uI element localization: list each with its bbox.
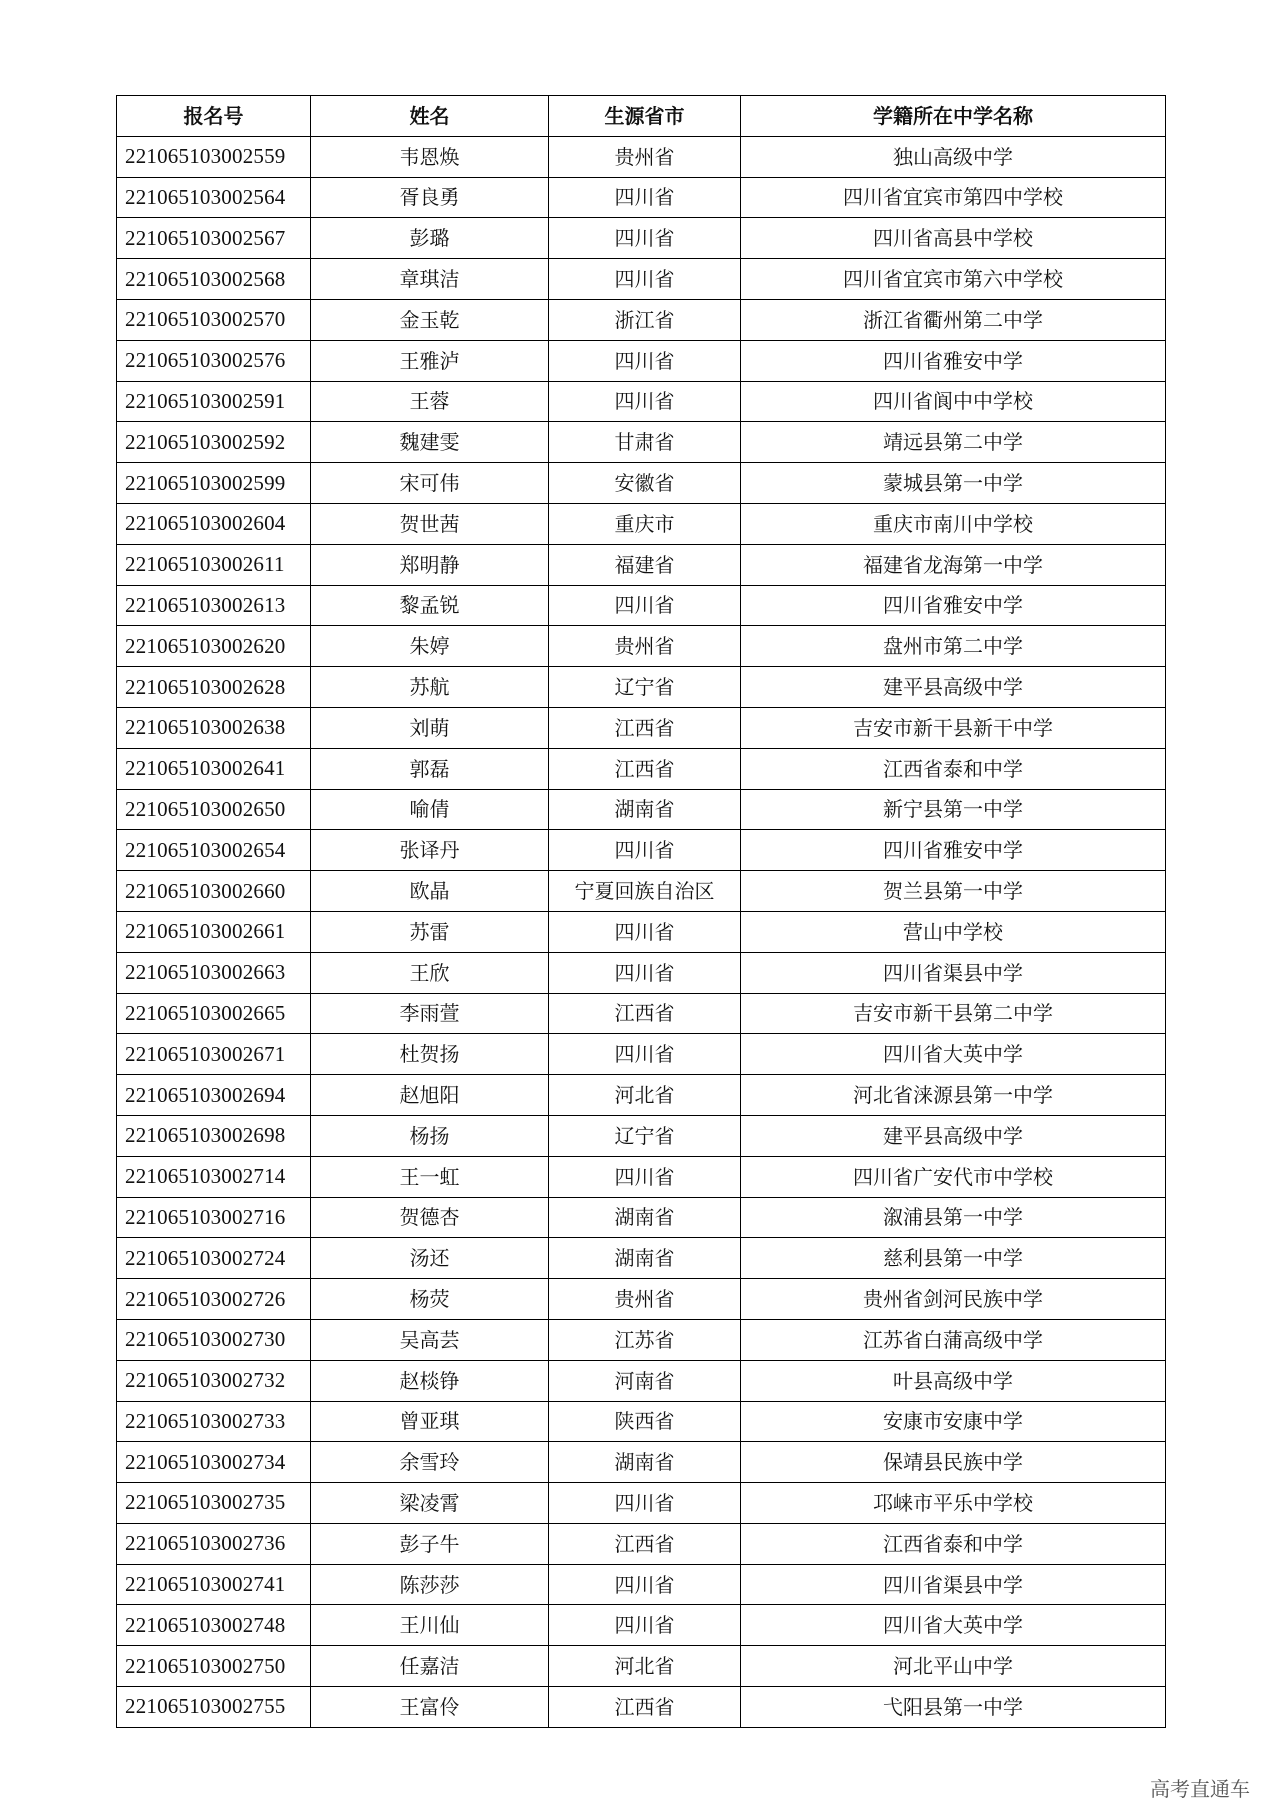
school-name-cell: 独山高级中学 (741, 136, 1166, 177)
registration-number-cell: 221065103002570 (117, 299, 311, 340)
registration-number-cell: 221065103002736 (117, 1523, 311, 1564)
school-name-cell: 河北平山中学 (741, 1646, 1166, 1687)
school-name-cell: 四川省渠县中学 (741, 952, 1166, 993)
student-name-cell: 吴高芸 (311, 1319, 549, 1360)
registration-number-cell: 221065103002694 (117, 1075, 311, 1116)
province-cell: 湖南省 (549, 1238, 741, 1279)
school-name-cell: 四川省宜宾市第六中学校 (741, 259, 1166, 300)
school-name-cell: 贺兰县第一中学 (741, 871, 1166, 912)
school-name-cell: 叶县高级中学 (741, 1360, 1166, 1401)
registration-number-cell: 221065103002599 (117, 463, 311, 504)
registration-number-cell: 221065103002671 (117, 1034, 311, 1075)
school-name-cell: 四川省广安代市中学校 (741, 1156, 1166, 1197)
header-province: 生源省市 (549, 96, 741, 137)
student-name-cell: 杨扬 (311, 1115, 549, 1156)
school-name-cell: 弋阳县第一中学 (741, 1687, 1166, 1728)
registration-number-cell: 221065103002650 (117, 789, 311, 830)
school-name-cell: 四川省雅安中学 (741, 585, 1166, 626)
student-name-cell: 陈莎莎 (311, 1564, 549, 1605)
province-cell: 四川省 (549, 952, 741, 993)
school-name-cell: 四川省雅安中学 (741, 830, 1166, 871)
province-cell: 四川省 (549, 259, 741, 300)
registration-number-cell: 221065103002730 (117, 1319, 311, 1360)
province-cell: 四川省 (549, 340, 741, 381)
province-cell: 辽宁省 (549, 667, 741, 708)
table-row (117, 218, 1166, 259)
student-name-cell: 王蓉 (311, 381, 549, 422)
table-row (117, 1687, 1166, 1728)
school-name-cell: 溆浦县第一中学 (741, 1197, 1166, 1238)
registration-number-cell: 221065103002576 (117, 340, 311, 381)
registration-number-cell: 221065103002591 (117, 381, 311, 422)
school-name-cell: 新宁县第一中学 (741, 789, 1166, 830)
registration-number-cell: 221065103002732 (117, 1360, 311, 1401)
province-cell: 江西省 (549, 1687, 741, 1728)
province-cell: 贵州省 (549, 1279, 741, 1320)
registration-number-cell: 221065103002755 (117, 1687, 311, 1728)
school-name-cell: 四川省宜宾市第四中学校 (741, 177, 1166, 218)
student-name-cell: 郭磊 (311, 748, 549, 789)
registration-number-cell: 221065103002733 (117, 1401, 311, 1442)
table-row (117, 177, 1166, 218)
table-row (117, 789, 1166, 830)
table-row (117, 748, 1166, 789)
table-row (117, 1605, 1166, 1646)
student-name-cell: 余雪玲 (311, 1442, 549, 1483)
header-row (117, 96, 1166, 137)
registration-number-cell: 221065103002698 (117, 1115, 311, 1156)
student-name-cell: 杨荧 (311, 1279, 549, 1320)
registration-number-cell: 221065103002568 (117, 259, 311, 300)
student-name-cell: 贺德杏 (311, 1197, 549, 1238)
registration-number-cell: 221065103002613 (117, 585, 311, 626)
table-row (117, 259, 1166, 300)
registration-number-cell: 221065103002628 (117, 667, 311, 708)
registration-number-cell: 221065103002620 (117, 626, 311, 667)
table-row (117, 1401, 1166, 1442)
student-name-cell: 欧晶 (311, 871, 549, 912)
province-cell: 贵州省 (549, 626, 741, 667)
province-cell: 湖南省 (549, 1442, 741, 1483)
registration-number-cell: 221065103002714 (117, 1156, 311, 1197)
province-cell: 福建省 (549, 544, 741, 585)
province-cell: 四川省 (549, 585, 741, 626)
school-name-cell: 福建省龙海第一中学 (741, 544, 1166, 585)
province-cell: 四川省 (549, 1605, 741, 1646)
table-row (117, 1034, 1166, 1075)
registration-number-cell: 221065103002567 (117, 218, 311, 259)
school-name-cell: 四川省大英中学 (741, 1605, 1166, 1646)
student-name-cell: 彭子牛 (311, 1523, 549, 1564)
student-name-cell: 章琪洁 (311, 259, 549, 300)
student-name-cell: 梁凌霄 (311, 1483, 549, 1524)
registration-number-cell: 221065103002604 (117, 503, 311, 544)
table-body (117, 136, 1166, 1727)
student-name-cell: 贺世茜 (311, 503, 549, 544)
registration-number-cell: 221065103002716 (117, 1197, 311, 1238)
province-cell: 江西省 (549, 1523, 741, 1564)
student-name-cell: 李雨萱 (311, 993, 549, 1034)
header-name: 姓名 (311, 96, 549, 137)
table-row (117, 1523, 1166, 1564)
student-name-cell: 宋可伟 (311, 463, 549, 504)
province-cell: 四川省 (549, 218, 741, 259)
province-cell: 辽宁省 (549, 1115, 741, 1156)
province-cell: 江西省 (549, 707, 741, 748)
registration-number-cell: 221065103002748 (117, 1605, 311, 1646)
registration-number-cell: 221065103002611 (117, 544, 311, 585)
province-cell: 河南省 (549, 1360, 741, 1401)
school-name-cell: 浙江省衢州第二中学 (741, 299, 1166, 340)
student-name-cell: 曾亚琪 (311, 1401, 549, 1442)
student-name-cell: 赵棪铮 (311, 1360, 549, 1401)
student-name-cell: 张译丹 (311, 830, 549, 871)
province-cell: 陕西省 (549, 1401, 741, 1442)
student-name-cell: 刘萌 (311, 707, 549, 748)
registration-number-cell: 221065103002663 (117, 952, 311, 993)
school-name-cell: 四川省阆中中学校 (741, 381, 1166, 422)
student-name-cell: 喻倩 (311, 789, 549, 830)
registration-number-cell: 221065103002724 (117, 1238, 311, 1279)
student-name-cell: 王富伶 (311, 1687, 549, 1728)
table-row (117, 1360, 1166, 1401)
school-name-cell: 安康市安康中学 (741, 1401, 1166, 1442)
table-row (117, 830, 1166, 871)
province-cell: 四川省 (549, 1156, 741, 1197)
province-cell: 四川省 (549, 1564, 741, 1605)
table-row (117, 1483, 1166, 1524)
province-cell: 四川省 (549, 381, 741, 422)
table-row (117, 1646, 1166, 1687)
student-name-cell: 苏航 (311, 667, 549, 708)
table-row (117, 422, 1166, 463)
province-cell: 浙江省 (549, 299, 741, 340)
school-name-cell: 保靖县民族中学 (741, 1442, 1166, 1483)
student-name-cell: 王一虹 (311, 1156, 549, 1197)
table-row (117, 1075, 1166, 1116)
province-cell: 四川省 (549, 830, 741, 871)
student-name-cell: 胥良勇 (311, 177, 549, 218)
table-row (117, 952, 1166, 993)
student-name-cell: 韦恩焕 (311, 136, 549, 177)
province-cell: 湖南省 (549, 789, 741, 830)
school-name-cell: 建平县高级中学 (741, 1115, 1166, 1156)
student-name-cell: 苏雷 (311, 911, 549, 952)
school-name-cell: 江苏省白蒲高级中学 (741, 1319, 1166, 1360)
school-name-cell: 江西省泰和中学 (741, 1523, 1166, 1564)
table-row (117, 871, 1166, 912)
student-name-cell: 任嘉洁 (311, 1646, 549, 1687)
table-row (117, 136, 1166, 177)
registration-number-cell: 221065103002592 (117, 422, 311, 463)
student-name-cell: 黎孟锐 (311, 585, 549, 626)
province-cell: 安徽省 (549, 463, 741, 504)
table-row (117, 1156, 1166, 1197)
table-row (117, 1279, 1166, 1320)
table-row (117, 544, 1166, 585)
province-cell: 甘肃省 (549, 422, 741, 463)
table-row (117, 463, 1166, 504)
province-cell: 河北省 (549, 1646, 741, 1687)
table-row (117, 1197, 1166, 1238)
student-name-cell: 汤还 (311, 1238, 549, 1279)
registration-number-cell: 221065103002638 (117, 707, 311, 748)
province-cell: 四川省 (549, 177, 741, 218)
province-cell: 江西省 (549, 993, 741, 1034)
table-row (117, 667, 1166, 708)
table-row (117, 1238, 1166, 1279)
watermark-text: 高考直通车 (1150, 1777, 1250, 1801)
student-name-cell: 赵旭阳 (311, 1075, 549, 1116)
table-row (117, 340, 1166, 381)
student-name-cell: 王雅泸 (311, 340, 549, 381)
table-row (117, 626, 1166, 667)
province-cell: 江西省 (549, 748, 741, 789)
header-school: 学籍所在中学名称 (741, 96, 1166, 137)
registration-number-cell: 221065103002735 (117, 1483, 311, 1524)
school-name-cell: 江西省泰和中学 (741, 748, 1166, 789)
student-name-cell: 王川仙 (311, 1605, 549, 1646)
school-name-cell: 吉安市新干县新干中学 (741, 707, 1166, 748)
school-name-cell: 盘州市第二中学 (741, 626, 1166, 667)
province-cell: 贵州省 (549, 136, 741, 177)
table-row (117, 1564, 1166, 1605)
school-name-cell: 营山中学校 (741, 911, 1166, 952)
school-name-cell: 慈利县第一中学 (741, 1238, 1166, 1279)
school-name-cell: 靖远县第二中学 (741, 422, 1166, 463)
student-name-cell: 朱婷 (311, 626, 549, 667)
student-name-cell: 金玉乾 (311, 299, 549, 340)
header-registration-number: 报名号 (117, 96, 311, 137)
student-name-cell: 杜贺扬 (311, 1034, 549, 1075)
school-name-cell: 建平县高级中学 (741, 667, 1166, 708)
province-cell: 宁夏回族自治区 (549, 871, 741, 912)
province-cell: 四川省 (549, 911, 741, 952)
province-cell: 江苏省 (549, 1319, 741, 1360)
registration-number-cell: 221065103002641 (117, 748, 311, 789)
province-cell: 四川省 (549, 1483, 741, 1524)
table-row (117, 993, 1166, 1034)
admission-list-table (116, 95, 1166, 1728)
table-row (117, 1115, 1166, 1156)
school-name-cell: 蒙城县第一中学 (741, 463, 1166, 504)
registration-number-cell: 221065103002661 (117, 911, 311, 952)
school-name-cell: 四川省高县中学校 (741, 218, 1166, 259)
province-cell: 湖南省 (549, 1197, 741, 1238)
registration-number-cell: 221065103002559 (117, 136, 311, 177)
student-name-cell: 王欣 (311, 952, 549, 993)
school-name-cell: 四川省大英中学 (741, 1034, 1166, 1075)
province-cell: 四川省 (549, 1034, 741, 1075)
table-row (117, 1442, 1166, 1483)
province-cell: 河北省 (549, 1075, 741, 1116)
province-cell: 重庆市 (549, 503, 741, 544)
school-name-cell: 重庆市南川中学校 (741, 503, 1166, 544)
registration-number-cell: 221065103002734 (117, 1442, 311, 1483)
table-row (117, 299, 1166, 340)
table-row (117, 585, 1166, 626)
student-name-cell: 彭璐 (311, 218, 549, 259)
table-row (117, 381, 1166, 422)
registration-number-cell: 221065103002660 (117, 871, 311, 912)
student-name-cell: 郑明静 (311, 544, 549, 585)
table-row (117, 707, 1166, 748)
registration-number-cell: 221065103002726 (117, 1279, 311, 1320)
registration-number-cell: 221065103002665 (117, 993, 311, 1034)
school-name-cell: 四川省渠县中学 (741, 1564, 1166, 1605)
table-row (117, 503, 1166, 544)
student-name-cell: 魏建雯 (311, 422, 549, 463)
registration-number-cell: 221065103002741 (117, 1564, 311, 1605)
table-row (117, 1319, 1166, 1360)
school-name-cell: 邛崃市平乐中学校 (741, 1483, 1166, 1524)
school-name-cell: 吉安市新干县第二中学 (741, 993, 1166, 1034)
registration-number-cell: 221065103002750 (117, 1646, 311, 1687)
school-name-cell: 贵州省剑河民族中学 (741, 1279, 1166, 1320)
table-row (117, 911, 1166, 952)
school-name-cell: 河北省涞源县第一中学 (741, 1075, 1166, 1116)
registration-number-cell: 221065103002654 (117, 830, 311, 871)
school-name-cell: 四川省雅安中学 (741, 340, 1166, 381)
registration-number-cell: 221065103002564 (117, 177, 311, 218)
